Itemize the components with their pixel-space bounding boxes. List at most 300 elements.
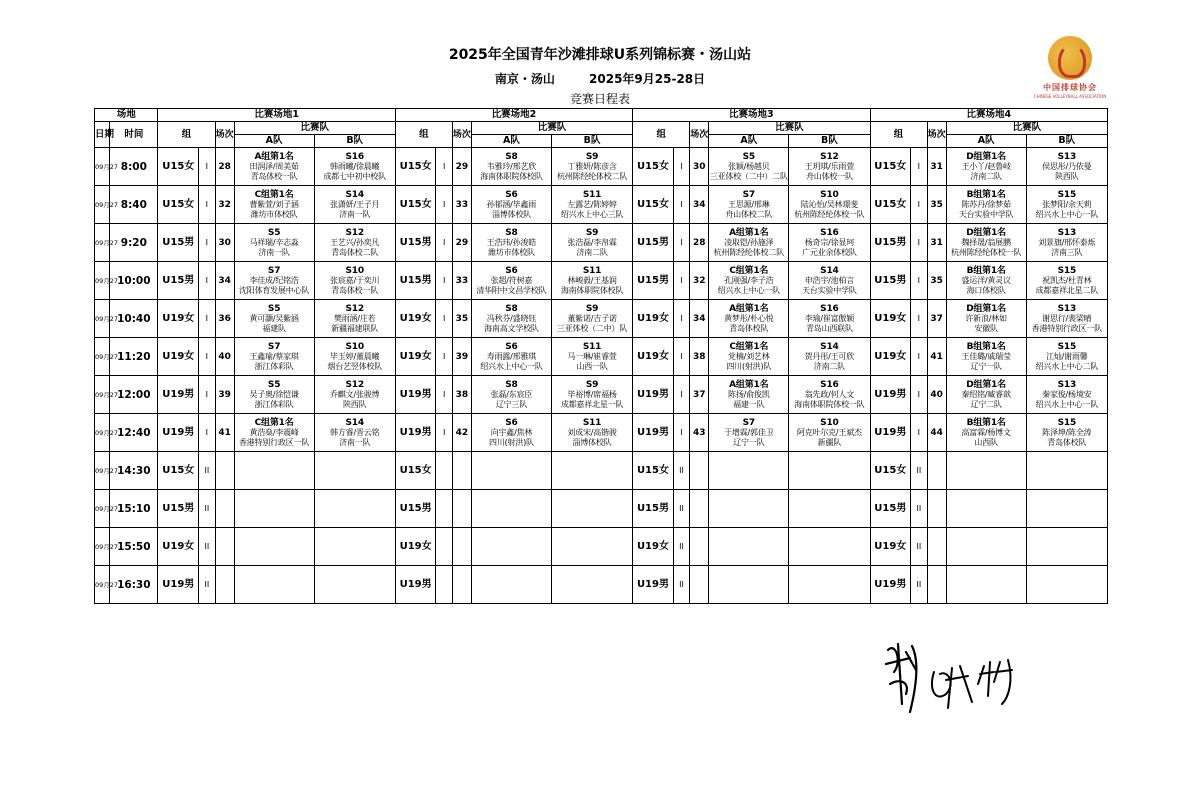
match-group: U15女 [158, 452, 199, 490]
team-seed: S14 [820, 265, 839, 276]
match-round: II [673, 452, 690, 490]
team-players: 王浩玮/孙浚皓 [486, 237, 537, 247]
team-club: 浙江体彩队 [254, 361, 294, 371]
team-seed: S6 [505, 189, 518, 200]
team-seed: S12 [345, 303, 364, 314]
team-b-header: B队 [789, 135, 870, 148]
match-group: U19女 [633, 338, 674, 376]
team-players: 陈扬/俞俊凯 [728, 389, 770, 399]
team-club: 济南一队 [339, 437, 371, 447]
match-round: I [911, 262, 928, 300]
team-a-cell [709, 262, 789, 300]
match-time: 15:10 [110, 490, 158, 528]
match-round: I [673, 376, 690, 414]
team-a-cell [946, 528, 1026, 566]
match-group: U15女 [633, 148, 674, 186]
team-club: 新疆队 [817, 437, 842, 447]
team-club: 济南二队 [813, 361, 845, 371]
match-number: 41 [215, 414, 234, 452]
match-round: I [911, 338, 928, 376]
team-a-cell [946, 186, 1026, 224]
team-club: 陕西队 [1055, 171, 1079, 181]
team-b-cell [789, 452, 870, 490]
team-players: 秦家俊/杨境安 [1042, 389, 1092, 399]
match-number: 35 [927, 186, 946, 224]
match-number [927, 528, 946, 566]
team-players: 秦绍铭/臧睿歆 [961, 389, 1011, 399]
team-club: 杭州陈经纶体校一队 [951, 247, 1022, 257]
team-a-cell [234, 490, 314, 528]
venue-header: 场地 [95, 109, 158, 122]
match-round: I [199, 338, 216, 376]
team-b-cell [551, 566, 632, 604]
match-number: 35 [927, 262, 946, 300]
match-round: II [673, 490, 690, 528]
match-round: II [911, 566, 928, 604]
team-b-cell [789, 148, 870, 186]
team-b-cell [314, 262, 395, 300]
match-date: 09月27 [95, 452, 110, 490]
team-b-cell [314, 452, 395, 490]
team-b-header: B队 [314, 135, 395, 148]
match-round: I [436, 186, 453, 224]
match-date: 09月27 [95, 566, 110, 604]
match-group: U15男 [158, 262, 199, 300]
team-club: 新疆福建联队 [331, 323, 379, 333]
team-b-cell [1026, 376, 1107, 414]
team-b-header: B队 [551, 135, 632, 148]
match-number: 29 [452, 148, 471, 186]
team-players: 韩方睿/晋云铭 [330, 427, 380, 437]
table-row [95, 452, 1108, 490]
match-round: I [673, 224, 690, 262]
team-a-cell [946, 148, 1026, 186]
match-group: U19女 [633, 528, 674, 566]
match-group: U15男 [633, 262, 674, 300]
team-b-cell [789, 338, 870, 376]
team-club: 广元业余体校队 [802, 247, 857, 257]
team-seed: S15 [1057, 417, 1077, 428]
match-number: 30 [690, 148, 709, 186]
day-header: 日期 [95, 122, 110, 148]
team-b-cell [551, 300, 632, 338]
team-a-cell [946, 338, 1026, 376]
team-players: 毕玉婷/董晨曦 [330, 351, 380, 361]
team-players: 吴子奥/徐恺谦 [249, 389, 299, 399]
team-seed: S8 [505, 379, 518, 390]
team-seed: S6 [505, 417, 518, 428]
team-players: 魏择晟/翁展鹏 [961, 237, 1011, 247]
match-number [690, 452, 709, 490]
team-a-header: A队 [709, 135, 789, 148]
team-seed: S5 [267, 379, 281, 390]
team-club: 成都嘉祥北星一队 [560, 399, 624, 409]
team-players: 马一琳/崔睿萱 [567, 351, 617, 361]
team-b-cell [1026, 528, 1107, 566]
team-players: 曹紫萱/刘子涵 [249, 199, 299, 209]
group-header: 组 [870, 122, 927, 148]
cva-logo [1030, 36, 1110, 106]
team-a-cell [234, 300, 314, 338]
team-players: 申浩宇/池柏言 [804, 275, 855, 285]
team-players: 陈苏丹/徐梦茹 [961, 199, 1011, 209]
team-a-cell [709, 186, 789, 224]
team-club: 辽宁一队 [733, 437, 765, 447]
team-a-cell [709, 338, 789, 376]
teams-header: 比赛队 [709, 122, 870, 135]
team-seed: A组第1名 [729, 379, 769, 390]
team-club: 香港特别行政区一队 [1031, 323, 1102, 333]
team-club: 青岛山西联队 [805, 323, 853, 333]
team-seed: C组第1名 [254, 189, 294, 200]
match-number [927, 490, 946, 528]
table-row [95, 528, 1108, 566]
team-players: 王玥琪/乐雨萱 [804, 161, 855, 171]
team-a-cell [709, 148, 789, 186]
table-row [95, 262, 1108, 300]
team-seed: S13 [1057, 227, 1077, 238]
team-club: 成都七中初中校队 [323, 171, 386, 181]
team-seed: C组第1名 [729, 265, 769, 276]
match-round: I [436, 148, 453, 186]
team-a-cell [709, 566, 789, 604]
team-seed: S11 [582, 265, 602, 276]
team-seed: S9 [585, 379, 599, 390]
team-a-cell [946, 566, 1026, 604]
match-group: U19女 [395, 338, 436, 376]
match-group: U15男 [158, 224, 199, 262]
team-players: 翁先政/何人文 [804, 389, 855, 399]
match-date: 09月27 [95, 224, 110, 262]
team-seed: S10 [345, 265, 364, 276]
match-group: U19女 [395, 300, 436, 338]
team-a-cell [946, 262, 1026, 300]
team-club: 山西一队 [576, 361, 608, 371]
team-players: 寿雨露/邢雅琪 [486, 351, 537, 361]
match-number [690, 490, 709, 528]
match-number [215, 490, 234, 528]
match-group: U15女 [870, 148, 911, 186]
team-club: 海南高文学校队 [484, 323, 539, 333]
match-number: 33 [452, 262, 471, 300]
volleyball-emblem-icon [1048, 36, 1092, 80]
match-round: I [436, 262, 453, 300]
team-seed: S5 [267, 303, 281, 314]
team-a-header: A队 [946, 135, 1026, 148]
match-number [215, 452, 234, 490]
team-club: 四川(射洪)队 [726, 361, 772, 371]
match-round: I [436, 414, 453, 452]
match-group: U15女 [633, 452, 674, 490]
team-seed: B组第1名 [966, 417, 1006, 428]
match-group: U19女 [158, 300, 199, 338]
match-round: I [436, 224, 453, 262]
match-round: I [911, 186, 928, 224]
team-players: 贺丹彤/王可欣 [804, 351, 855, 361]
team-b-cell [314, 148, 395, 186]
team-seed: S16 [820, 227, 839, 238]
match-group: U19女 [870, 528, 911, 566]
team-seed: S16 [820, 303, 839, 314]
teams-header: 比赛队 [471, 122, 632, 135]
match-group: U19男 [633, 414, 674, 452]
table-row [95, 566, 1108, 604]
team-b-cell [314, 338, 395, 376]
match-group: U15男 [870, 224, 911, 262]
team-club: 青岛体校队 [1047, 437, 1087, 447]
match-group: U19男 [870, 566, 911, 604]
team-players: 黄可灏/吴紫涵 [249, 313, 299, 323]
team-club: 潍坊市体校队 [488, 247, 535, 257]
team-players: 凌取铠/孙施泽 [724, 237, 774, 247]
team-players: 党楠/刘艺林 [728, 351, 770, 361]
team-club: 青岛体校队 [729, 323, 769, 333]
team-seed: S9 [585, 227, 599, 238]
match-round: II [911, 452, 928, 490]
team-seed: S15 [1057, 265, 1077, 276]
team-a-cell [471, 452, 551, 490]
match-round: II [199, 490, 216, 528]
match-number [690, 566, 709, 604]
team-a-cell [946, 376, 1026, 414]
team-b-cell [1026, 300, 1107, 338]
match-group: U19女 [158, 338, 199, 376]
match-group: U19男 [395, 376, 436, 414]
team-players: 许新浪/林如 [965, 313, 1007, 323]
team-club: 杭州陈经纶体校二队 [713, 247, 784, 257]
match-number [452, 566, 471, 604]
team-b-cell [314, 376, 395, 414]
team-club: 淄博体校队 [572, 437, 612, 447]
team-players: 张磊/东宸臣 [490, 389, 533, 399]
match-round: I [199, 224, 216, 262]
team-players: 李瑜/崔富傲颖 [804, 313, 855, 323]
match-group: U19男 [158, 414, 199, 452]
team-b-header: B队 [1026, 135, 1107, 148]
team-b-cell [551, 224, 632, 262]
match-group: U19男 [870, 376, 911, 414]
team-seed: C组第1名 [254, 417, 294, 428]
team-club: 海口体校队 [966, 285, 1006, 295]
team-seed: B组第1名 [966, 341, 1006, 352]
team-a-cell [234, 414, 314, 452]
team-club: 陕西队 [342, 399, 367, 409]
group-header: 组 [633, 122, 690, 148]
team-club: 海南体职院体校队 [480, 171, 543, 181]
team-seed: S8 [505, 151, 518, 162]
match-number [215, 566, 234, 604]
team-players: 冯秋芬/盛晓钰 [486, 313, 537, 323]
team-b-cell [1026, 338, 1107, 376]
match-group: U19女 [395, 528, 436, 566]
match-round: II [673, 566, 690, 604]
team-club: 福建一队 [733, 399, 765, 409]
team-players: 陈泽坤/陈全涛 [1042, 427, 1092, 437]
signature [876, 632, 1026, 722]
match-number [452, 490, 471, 528]
event-location: 南京・汤山 [494, 72, 555, 86]
team-players: 张潇妍/王子月 [330, 199, 380, 209]
match-round: I [911, 148, 928, 186]
team-seed: C组第1名 [729, 341, 769, 352]
team-players: 侯思彤/乃依曼 [1042, 161, 1092, 171]
team-club: 浙江体彩队 [254, 399, 294, 409]
team-a-cell [234, 338, 314, 376]
team-players: 江灿/谢雨馨 [1046, 351, 1088, 361]
match-round: II [199, 566, 216, 604]
match-group: U15女 [395, 148, 436, 186]
team-players: 董紫诺/吉子诺 [567, 313, 617, 323]
team-players: 田润泽/周美茹 [249, 161, 299, 171]
team-a-cell [709, 528, 789, 566]
team-club: 海南体职院体校一队 [794, 399, 865, 409]
match-date: 09月27 [95, 490, 110, 528]
team-players: 祝凯杰/杜青林 [1042, 275, 1092, 285]
team-a-cell [234, 262, 314, 300]
team-seed: S11 [582, 189, 602, 200]
match-group: U15女 [395, 452, 436, 490]
team-b-cell [789, 376, 870, 414]
team-players: 张颖/杨越贝 [728, 161, 770, 171]
team-a-header: A队 [471, 135, 551, 148]
team-a-header: A队 [234, 135, 314, 148]
logo-text-cn: 中国排球协会 [1043, 83, 1097, 92]
table-row [95, 148, 1108, 186]
team-seed: S14 [345, 189, 364, 200]
team-a-cell [946, 224, 1026, 262]
match-group: U19男 [158, 376, 199, 414]
team-club: 福建队 [262, 323, 286, 333]
match-round: I [911, 376, 928, 414]
team-seed: A组第1名 [729, 303, 769, 314]
match-group: U15男 [395, 224, 436, 262]
team-seed: S15 [1057, 189, 1077, 200]
team-a-cell [709, 490, 789, 528]
team-b-cell [551, 490, 632, 528]
team-players: 陆沁怡/吴林璟斐 [800, 199, 858, 209]
match-group: U15男 [395, 262, 436, 300]
match-group: U15女 [870, 186, 911, 224]
team-seed: S5 [742, 151, 755, 162]
match-round: II [199, 452, 216, 490]
match-group: U19男 [158, 566, 199, 604]
team-a-cell [234, 528, 314, 566]
team-a-cell [709, 224, 789, 262]
team-a-cell [471, 376, 551, 414]
team-players: 乔麒文/张骏博 [330, 389, 380, 399]
team-club: 潍坊市体校队 [250, 209, 298, 219]
team-a-cell [234, 224, 314, 262]
team-club: 绍兴水上中心一队 [1035, 209, 1098, 219]
match-number: 44 [927, 414, 946, 452]
team-club: 济南二队 [970, 171, 1002, 181]
match-round: II [911, 528, 928, 566]
group-header: 组 [158, 122, 215, 148]
match-group: U15男 [870, 262, 911, 300]
schedule-caption: 竞赛日程表 [569, 92, 630, 106]
match-number [452, 452, 471, 490]
match-number [927, 452, 946, 490]
team-club: 舟山体校二队 [725, 209, 773, 219]
match-date: 09月27 [95, 186, 110, 224]
team-players: 刘景旗/邢怀泰烁 [1038, 237, 1096, 247]
team-players: 谢思行/裴梁晴 [1042, 313, 1092, 323]
team-club: 辽宁二队 [970, 399, 1002, 409]
team-club: 青岛体校二队 [331, 247, 379, 257]
team-players: 高富霖/杨博文 [961, 427, 1011, 437]
match-time: 12:00 [110, 376, 158, 414]
team-seed: S9 [585, 151, 599, 162]
match-group: U15男 [870, 490, 911, 528]
team-a-cell [471, 414, 551, 452]
match-round: I [199, 186, 216, 224]
round-header: 场次 [690, 122, 709, 148]
team-a-cell [946, 452, 1026, 490]
team-b-cell [314, 300, 395, 338]
match-group: U15女 [395, 186, 436, 224]
table-row [95, 186, 1108, 224]
team-a-cell [234, 376, 314, 414]
team-a-cell [946, 490, 1026, 528]
team-players: 张梦阳/余天莉 [1042, 199, 1092, 209]
team-a-cell [946, 300, 1026, 338]
match-number: 29 [452, 224, 471, 262]
team-club: 济南一队 [258, 247, 290, 257]
match-number: 34 [690, 300, 709, 338]
match-round: I [199, 262, 216, 300]
match-group: U15女 [633, 186, 674, 224]
team-b-cell [789, 262, 870, 300]
team-seed: D组第1名 [966, 303, 1006, 314]
team-club: 济南三队 [1051, 247, 1083, 257]
match-number: 34 [690, 186, 709, 224]
team-b-cell [314, 528, 395, 566]
team-seed: S16 [820, 379, 839, 390]
team-club: 辽宁一队 [970, 361, 1002, 371]
team-club: 香港特别行政区一队 [238, 437, 310, 447]
team-players: 樊雨涵/庄若 [333, 313, 376, 323]
match-group: U19男 [395, 414, 436, 452]
match-number: 28 [690, 224, 709, 262]
match-number: 28 [215, 148, 234, 186]
team-b-cell [314, 186, 395, 224]
team-seed: S11 [582, 417, 602, 428]
team-b-cell [551, 338, 632, 376]
match-date: 09月27 [95, 300, 110, 338]
match-round: I [673, 262, 690, 300]
match-number [452, 528, 471, 566]
match-round: I [673, 414, 690, 452]
team-club: 绍兴水上中心一队 [1035, 399, 1098, 409]
table-row [95, 224, 1108, 262]
document-title: 2025年全国青年沙滩排球U系列锦标赛・汤山站 [448, 47, 752, 63]
team-b-cell [551, 186, 632, 224]
team-b-cell [789, 414, 870, 452]
team-b-cell [1026, 414, 1107, 452]
team-players: 王佳璐/戚瑞莹 [961, 351, 1011, 361]
document-subtitle [0, 70, 1200, 87]
team-club: 沈阳体育发展中心队 [238, 285, 310, 295]
match-round: I [673, 148, 690, 186]
team-a-cell [471, 224, 551, 262]
match-time: 12:40 [110, 414, 158, 452]
match-group: U15女 [158, 186, 199, 224]
match-round [436, 452, 453, 490]
match-group: U19男 [395, 566, 436, 604]
match-date: 09月27 [95, 148, 110, 186]
team-club: 济南一队 [339, 209, 371, 219]
match-number: 40 [215, 338, 234, 376]
